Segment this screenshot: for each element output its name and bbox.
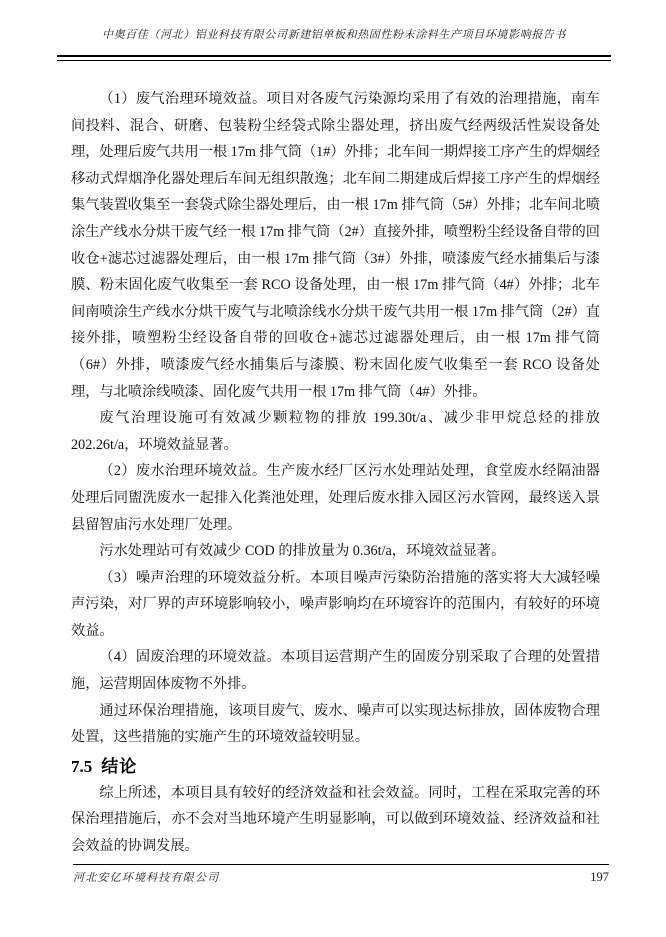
- paragraph-conclusion: 综上所述，本项目具有较好的经济效益和社会效益。同时，工程在采取完善的环保治理措施后，亦不会对当地环境产生明显影响，可以做到环境效益、经济效益和社会效益的协调发展。: [71, 784, 600, 855]
- report-title: 中奥百佳（河北）铝业科技有限公司新建铝单板和热固性粉末涂料生产项目环境影响报告书: [102, 29, 566, 41]
- section-title: 结论: [101, 756, 138, 776]
- footer-company-name: 河北安亿环境科技有限公司: [73, 872, 220, 884]
- header-divider: [57, 55, 611, 61]
- paragraph-waste-gas: （1）废气治理环境效益。项目对各废气污染源均采用了有效的治理措施，南车间投料、混合、研磨、包装粉尘经袋式除尘器处理，挤出废气经两级活性炭设备处理，处理后废气共用一根 17m 排气筒（1#）外排；北车间一期焊接工序产生的焊烟经移动式焊烟净化器处理后车间无组织散逸；北车间二期建成后焊接工序产生的焊烟经集气装置收集至一套袋式除尘器处理后，由一根 17m 排气筒（5#）外排；北车间北喷涂生产线水分烘干废气经一根 17m 排气筒（2#）直接外排，喷塑粉尘经设备自带的回收仓+滤芯过滤器处理后，由一根 17m 排气筒（3#）外排，喷漆废气经水捕集后与漆膜、粉末固化废气收集至一套 RCO 设备处理，由一根 17m 排气筒（4#）外排；北车间南喷涂生产线水分烘干废气与北喷涂线水分烘干废气共用一根 17m 排气筒（2#）直接外排，喷塑粉尘经设备自带的回收仓+滤芯过滤器处理后，由一根 17m 排气筒（6#）外排，喷漆废气经水捕集后与漆膜、粉末固化废气收集至一套 RCO 设备处理，与北喷涂线喷漆、固化废气共用一根 17m 排气筒（4#）外排。: [71, 91, 600, 400]
- paragraph-waste-water-benefit: 污水处理站可有效减少 COD 的排放量为 0.36t/a，环境效益显著。: [99, 543, 506, 560]
- page-number: 197: [590, 870, 609, 884]
- paragraph-summary-measures: 通过环保治理措施，该项目废气、废水、噪声可以实现达标排放，固体废物合理处置，这些措施的实施产生的环境效益较明显。: [71, 702, 600, 746]
- page-footer: [73, 864, 609, 885]
- paragraph-waste-gas-benefit: 废气治理设施可有效减少颗粒物的排放 199.30t/a、减少非甲烷总烃的排放 202.26t/a，环境效益显著。: [71, 410, 600, 453]
- section-heading: [71, 753, 600, 780]
- paragraph-noise: （3）噪声治理的环境效益分析。本项目噪声污染防治措施的落实将大大减轻噪声污染，对厂界的声环境影响较小，噪声影响均在环境容许的范围内，有较好的环境效益。: [71, 569, 600, 639]
- section-number: 7.5: [71, 756, 93, 776]
- page-header: [57, 27, 611, 61]
- paragraph-solid-waste: （4）固废治理的环境效益。本项目运营期产生的固废分别采取了合理的处置措施，运营期固体废物不外排。: [71, 649, 600, 693]
- paragraph-waste-water: （2）废水治理环境效益。生产废水经厂区污水处理站处理，食堂废水经隔油器处理后同盥洗废水一起排入化粪池处理，处理后废水排入园区污水管网，最终送入景县留智庙污水处理厂处理。: [71, 463, 600, 533]
- document-body: [71, 86, 600, 860]
